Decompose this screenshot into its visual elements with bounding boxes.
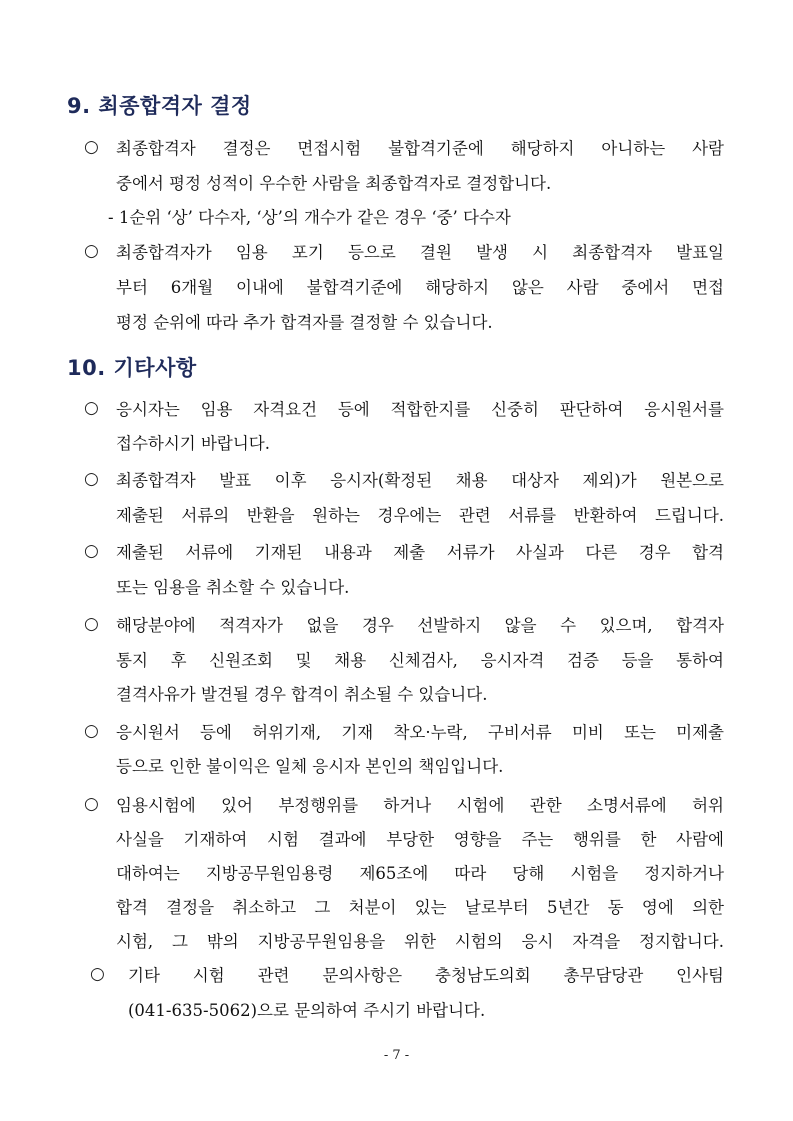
- s10-item1-line2: 접수하시기 바랍니다.: [116, 434, 270, 453]
- section-9-heading: 9. 최종합격자 결정: [67, 94, 252, 118]
- bullet-icon: ○: [84, 469, 99, 489]
- bullet-icon: ○: [84, 241, 99, 261]
- bullet-icon: ○: [90, 964, 105, 984]
- s9-item1-line1: 최종합격자 결정은 면접시험 불합격기준에 해당하지 아니하는 사람: [116, 139, 724, 158]
- s10-item3-line1: 제출된 서류에 기재된 내용과 제출 서류가 사실과 다른 경우 합격: [116, 543, 724, 562]
- s10-item3-line2: 또는 임용을 취소할 수 있습니다.: [116, 578, 350, 597]
- s10-item6-line5: 시험, 그 밖의 지방공무원임용을 위한 시험의 응시 자격을 정지합니다.: [116, 932, 724, 951]
- bullet-icon: ○: [84, 137, 99, 157]
- section-10-heading: 10. 기타사항: [67, 356, 197, 380]
- s10-item2-line1: 최종합격자 발표 이후 응시자(확정된 채용 대상자 제외)가 원본으로: [116, 471, 724, 490]
- bullet-icon: ○: [84, 721, 99, 741]
- s10-item4-line1: 해당분야에 적격자가 없을 경우 선발하지 않을 수 있으며, 합격자: [116, 616, 724, 635]
- s10-item6-line1: 임용시험에 있어 부정행위를 하거나 시험에 관한 소명서류에 허위: [116, 796, 724, 815]
- s10-item4-line3: 결격사유가 발견될 경우 합격이 취소될 수 있습니다.: [116, 685, 488, 704]
- s10-item1-line1: 응시자는 임용 자격요건 등에 적합한지를 신중히 판단하여 응시원서를: [116, 400, 724, 419]
- page-number: - 7 -: [383, 1048, 410, 1063]
- s10-item5-line2: 등으로 인한 불이익은 일체 응시자 본인의 책임입니다.: [116, 757, 504, 776]
- s10-item7-line1: 기타 시험 관련 문의사항은 충청남도의회 총무담당관 인사팀: [128, 966, 724, 985]
- s10-item6-line4: 합격 결정을 취소하고 그 처분이 있는 날로부터 5년간 동 영에 의한: [116, 898, 724, 917]
- s9-item2-line2: 부터 6개월 이내에 불합격기준에 해당하지 않은 사람 중에서 면접: [116, 278, 724, 297]
- bullet-icon: ○: [84, 398, 99, 418]
- s10-item6-line3: 대하여는 지방공무원임용령 제65조에 따라 당해 시험을 정지하거나: [116, 864, 724, 883]
- s10-item7-line2: (041-635-5062)으로 문의하여 주시기 바랍니다.: [128, 1001, 486, 1020]
- s9-item1-sub-item: - 1순위 ‘상’ 다수자, ‘상’의 개수가 같은 경우 ‘중’ 다수자: [108, 208, 511, 227]
- bullet-icon: ○: [84, 794, 99, 814]
- s10-item5-line1: 응시원서 등에 허위기재, 기재 착오·누락, 구비서류 미비 또는 미제출: [116, 723, 724, 742]
- s9-item2-line1: 최종합격자가 임용 포기 등으로 결원 발생 시 최종합격자 발표일: [116, 243, 724, 262]
- s10-item2-line2: 제출된 서류의 반환을 원하는 경우에는 관련 서류를 반환하여 드립니다.: [116, 506, 724, 525]
- s9-item2-line3: 평정 순위에 따라 추가 합격자를 결정할 수 있습니다.: [116, 313, 493, 332]
- s10-item4-line2: 통지 후 신원조회 및 채용 신체검사, 응시자격 검증 등을 통하여: [116, 651, 724, 670]
- bullet-icon: ○: [84, 541, 99, 561]
- s9-item1-line2: 중에서 평정 성적이 우수한 사람을 최종합격자로 결정합니다.: [116, 174, 552, 193]
- bullet-icon: ○: [84, 614, 99, 634]
- s10-item6-line2: 사실을 기재하여 시험 결과에 부당한 영향을 주는 행위를 한 사람에: [116, 830, 724, 849]
